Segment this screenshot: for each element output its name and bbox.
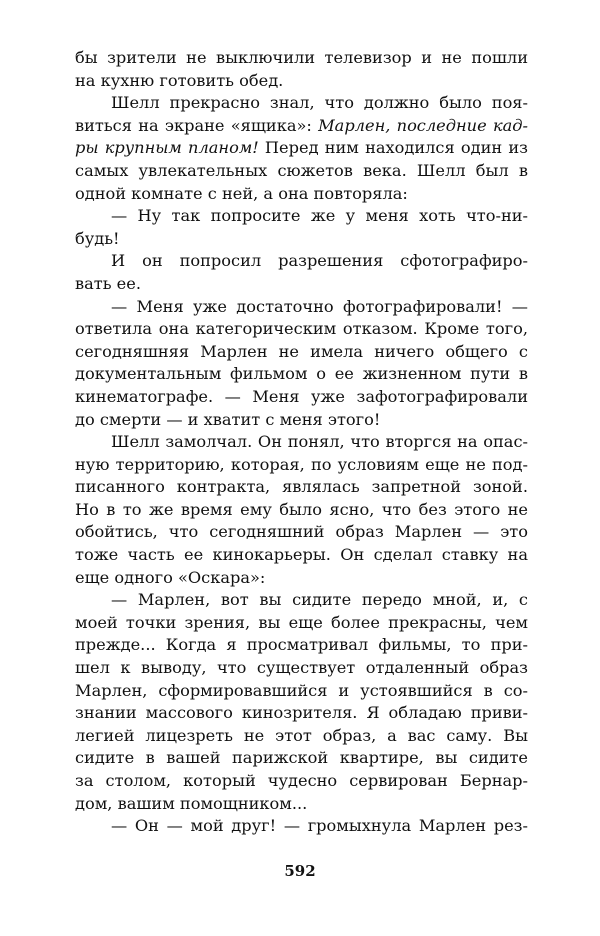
text-line: [75, 160, 528, 183]
text-line: [75, 747, 528, 770]
text-segment: самых увлекательных сюжетов века. Шелл был в: [75, 160, 528, 180]
text-segment: ную территорию, которая, по условиям еще не под-: [75, 454, 528, 474]
text-line: [75, 205, 528, 228]
text-segment: на кухню готовить обед.: [75, 70, 284, 90]
text-line: [75, 521, 528, 544]
text-segment: — Ну так попросите же у меня хоть что-ни-: [111, 206, 528, 226]
text-line: [75, 363, 528, 386]
text-line: [75, 702, 528, 725]
text-line: [75, 770, 528, 793]
text-line: [75, 92, 528, 115]
text-line: [75, 273, 528, 296]
text-segment: — Меня уже достаточно фотографировали! —: [111, 296, 528, 316]
text-line: [75, 250, 528, 273]
text-segment: знании массового кинозрителя. Я обладаю приви-: [75, 703, 528, 723]
text-line: [75, 70, 528, 93]
text-segment: будь!: [75, 228, 120, 248]
italic-text: Марлен, последние кад-: [318, 115, 528, 135]
text-line: [75, 386, 528, 409]
text-segment: Перед ним находился один из: [258, 138, 528, 158]
text-segment: кинематографе. — Меня уже зафотографировали: [75, 386, 528, 406]
page-number: 592: [284, 862, 316, 880]
text-line: [75, 454, 528, 477]
text-line: [75, 815, 528, 838]
text-segment: одной комнате с ней, а она повторяла:: [75, 183, 408, 203]
text-segment: — Он — мой друг! — громыхнула Марлен рез-: [111, 816, 528, 836]
text-line: [75, 499, 528, 522]
text-segment: документальным фильмом о ее жизненном пути в: [75, 364, 528, 384]
text-segment: моей точки зрения, вы еще более прекрасны, чем: [75, 612, 528, 632]
text-segment: тоже часть ее кинокарьеры. Он сделал ставку на: [75, 545, 528, 565]
text-line: [75, 634, 528, 657]
text-line: [75, 431, 528, 454]
text-line: [75, 567, 528, 590]
text-line: [75, 657, 528, 680]
text-segment: шел к выводу, что существует отдаленный образ: [75, 658, 528, 678]
text-segment: сегодняшняя Марлен не имела ничего общего с: [75, 341, 528, 361]
text-line: [75, 725, 528, 748]
text-segment: И он попросил разрешения сфотографиро-: [111, 251, 528, 271]
text-line: [75, 228, 528, 251]
text-segment: виться на экране «ящика»:: [75, 115, 319, 135]
text-line: [75, 296, 528, 319]
italic-text: ры крупным планом!: [75, 138, 259, 158]
text-segment: еще одного «Оскара»:: [75, 567, 266, 587]
text-line: [75, 612, 528, 635]
text-line: [75, 115, 528, 138]
text-segment: Шелл замолчал. Он понял, что вторгся на опас-: [111, 432, 528, 452]
text-line: [75, 47, 528, 70]
book-page-text: [75, 47, 528, 838]
text-line: [75, 409, 528, 432]
text-segment: дом, вашим помощником...: [75, 793, 308, 813]
text-line: [75, 589, 528, 612]
text-segment: ответила она категорическим отказом. Кроме того,: [75, 319, 528, 339]
text-line: [75, 793, 528, 816]
text-segment: бы зрители не выключили телевизор и не пошли: [75, 48, 528, 67]
text-line: [75, 183, 528, 206]
text-segment: легией лицезреть не этот образ, а вас саму. Вы: [75, 725, 528, 745]
text-line: [75, 476, 528, 499]
text-segment: до смерти — и хватит с меня этого!: [75, 409, 381, 429]
text-line: [75, 680, 528, 703]
text-segment: Марлен, сформировавшийся и устоявшийся в со-: [75, 680, 528, 700]
text-segment: обойтись, что сегодняшний образ Марлен — это: [75, 522, 528, 542]
text-segment: вать ее.: [75, 273, 141, 293]
text-segment: сидите в вашей парижской квартире, вы сидите: [75, 748, 528, 768]
text-segment: Шелл прекрасно знал, что должно было поя-: [111, 93, 528, 113]
text-segment: — Марлен, вот вы сидите передо мной, и, с: [111, 590, 528, 610]
text-line: [75, 318, 528, 341]
text-segment: писанного контракта, являлась запретной зоной.: [75, 477, 528, 497]
text-segment: Но в то же время ему было ясно, что без этого не: [75, 499, 528, 519]
text-line: [75, 137, 528, 160]
text-line: [75, 544, 528, 567]
text-segment: прежде... Когда я просматривал фильмы, то при-: [75, 635, 528, 655]
text-segment: за столом, который чудесно сервирован Бернар-: [75, 771, 528, 790]
text-line: [75, 341, 528, 364]
